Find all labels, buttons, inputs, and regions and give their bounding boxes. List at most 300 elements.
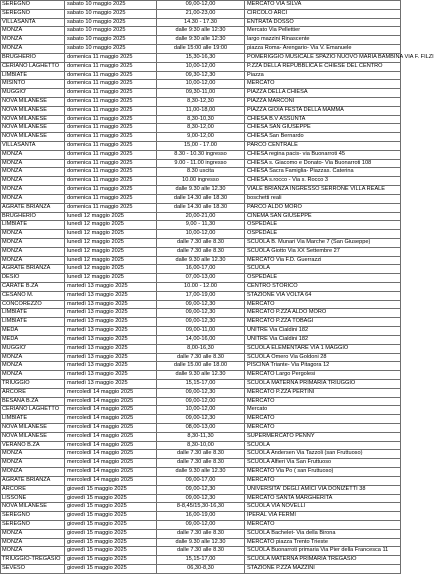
cell-city: MONZA [1, 194, 65, 203]
cell-date: sabato 10 maggio 2025 [65, 1, 157, 10]
table-row [1, 415, 401, 424]
cell-date: lunedì 12 maggio 2025 [65, 221, 157, 230]
table-row [1, 327, 401, 336]
cell-city: MONZA [1, 450, 65, 459]
cell-date: domenica 11 maggio 2025 [65, 97, 157, 106]
cell-location: Mercato Via Pellettier [245, 27, 401, 36]
cell-location: STAZIONE VIA VOLTA 64 [245, 291, 401, 300]
table-row [1, 194, 401, 203]
cell-time: 10,00-12,00 [157, 80, 245, 89]
cell-location: PARCO ALDO MORO [245, 203, 401, 212]
cell-location: OSPEDALE [245, 221, 401, 230]
cell-time: 09,00-12,00 [157, 397, 245, 406]
cell-time: 10,00-12,00 [157, 406, 245, 415]
cell-location: SCUOLA Alfieri Via San Fruttuoso [245, 459, 401, 468]
cell-time: 17,00-19,00 [157, 291, 245, 300]
cell-location: SCUOLA MATERNA PRIMARIA TREGASIO [245, 556, 401, 565]
table-row [1, 547, 401, 556]
cell-city: MONZA [1, 150, 65, 159]
cell-time: dalle 9:30 alle 12:30 [157, 36, 245, 45]
cell-date: sabato 10 maggio 2025 [65, 18, 157, 27]
table-row [1, 450, 401, 459]
table-row [1, 309, 401, 318]
table-row [1, 168, 401, 177]
table-row [1, 503, 401, 512]
cell-location: MERCATO Largo Pergolesi [245, 371, 401, 380]
cell-location: MERCATO P.ZZA ALDO MORO [245, 309, 401, 318]
cell-location: PIAZZA DELLA CHIESA [245, 89, 401, 98]
cell-location: SCUOLA MATERNA PRIMARIA TRIUGGIO [245, 379, 401, 388]
cell-city: NOVA MILANESE [1, 97, 65, 106]
cell-city: MONZA [1, 538, 65, 547]
table-row [1, 89, 401, 98]
cell-city: DESIO [1, 274, 65, 283]
cell-city: NOVA MILANESE [1, 424, 65, 433]
cell-location: MERCATO Via Po ( san Fruttuoso) [245, 468, 401, 477]
table-row [1, 203, 401, 212]
cell-city: MONZA [1, 177, 65, 186]
table-row [1, 265, 401, 274]
table-row [1, 80, 401, 89]
cell-date: sabato 10 maggio 2025 [65, 27, 157, 36]
cell-city: MONZA [1, 547, 65, 556]
cell-city: CESANO M. [1, 291, 65, 300]
cell-date: domenica 11 maggio 2025 [65, 150, 157, 159]
cell-time: 15,15-17,00 [157, 379, 245, 388]
cell-time: 8,30-12,30 [157, 97, 245, 106]
cell-city: MONZA [1, 186, 65, 195]
table-row [1, 9, 401, 18]
cell-date: mercoledì 14 maggio 2025 [65, 459, 157, 468]
cell-city: VILLASANTA [1, 142, 65, 151]
cell-time: 09,30-11,00 [157, 89, 245, 98]
cell-date: mercoledì 14 maggio 2025 [65, 468, 157, 477]
cell-city: MONZA [1, 159, 65, 168]
cell-time: 14,00-16,00 [157, 335, 245, 344]
cell-date: giovedì 15 maggio 2025 [65, 503, 157, 512]
cell-location: P.ZZA DELLA REPUBBLICA E CHIESE DEL CENTRO [245, 62, 401, 71]
cell-date: domenica 11 maggio 2025 [65, 62, 157, 71]
table-row [1, 291, 401, 300]
cell-time: 8,30-10,00 [157, 441, 245, 450]
cell-city: AGRATE BRIANZA [1, 265, 65, 274]
cell-city: MUGGIO' [1, 344, 65, 353]
cell-time: 09,00-11,00 [157, 327, 245, 336]
cell-date: mercoledì 14 maggio 2025 [65, 406, 157, 415]
cell-time: 8,00-16,30 [157, 344, 245, 353]
cell-location: MERCATO SANTA MARGHERITA [245, 494, 401, 503]
cell-date: martedì 13 maggio 2025 [65, 379, 157, 388]
cell-date: sabato 10 maggio 2025 [65, 9, 157, 18]
cell-location: STAZIONE P.ZZA MAZZINI [245, 565, 401, 574]
cell-location: POMERIGGIO MUSICALE SPAZIO NUOVO MARIA BAMBINA VIA F. FILZI [245, 53, 401, 62]
cell-date: giovedì 15 maggio 2025 [65, 494, 157, 503]
table-row [1, 274, 401, 283]
table-row [1, 150, 401, 159]
table-row [1, 353, 401, 362]
cell-location: SCUOLA VIA NOVELLI [245, 503, 401, 512]
cell-time: dalle 9.30 alle 12.30 [157, 538, 245, 547]
cell-location: MERCATO [245, 300, 401, 309]
table-row [1, 212, 401, 221]
cell-date: giovedì 15 maggio 2025 [65, 485, 157, 494]
cell-date: lunedì 12 maggio 2025 [65, 265, 157, 274]
cell-time: 09,00-12,30 [157, 494, 245, 503]
table-row [1, 362, 401, 371]
cell-location: IPERAL VIA FERMI [245, 512, 401, 521]
cell-city: CERIANO LAGHETTO [1, 406, 65, 415]
table-row [1, 106, 401, 115]
table-row [1, 556, 401, 565]
cell-city: MONZA [1, 362, 65, 371]
cell-location: SUPERMERCATO PENNY [245, 432, 401, 441]
cell-time: dalle 9.30 alle 12.30 [157, 186, 245, 195]
cell-date: giovedì 15 maggio 2025 [65, 520, 157, 529]
cell-location: PARCO CENTRALE [245, 142, 401, 151]
table-row [1, 247, 401, 256]
cell-time: 09,00-12,30 [157, 309, 245, 318]
cell-date: martedì 13 maggio 2025 [65, 291, 157, 300]
cell-location: PIAZZA GIOIA FESTA DELLA MAMMA [245, 106, 401, 115]
cell-date: domenica 11 maggio 2025 [65, 142, 157, 151]
cell-location: OSPEDALE [245, 230, 401, 239]
cell-location: PISCINA Triante- Via Pitagora 12 [245, 362, 401, 371]
cell-date: martedì 13 maggio 2025 [65, 327, 157, 336]
cell-time: 9,00 - 11,30 [157, 221, 245, 230]
cell-location: CENTRO STORICO [245, 283, 401, 292]
cell-city: VILLASANTA [1, 18, 65, 27]
cell-date: martedì 13 maggio 2025 [65, 309, 157, 318]
cell-date: domenica 11 maggio 2025 [65, 177, 157, 186]
cell-city: TRIUGGIO [1, 379, 65, 388]
cell-location: CHIESA s.rocco - Via s. Rocco 3 [245, 177, 401, 186]
table-row [1, 388, 401, 397]
table-row [1, 230, 401, 239]
table-row [1, 565, 401, 574]
cell-location: piazza Roma- Arengario- Via V. Emanuele [245, 45, 401, 54]
cell-location: SCUOLA Andersen Via Tazzoli (san Fruttuoso) [245, 450, 401, 459]
cell-location: MERCATO [245, 424, 401, 433]
cell-city: MEDA [1, 327, 65, 336]
cell-location: CHIESA B.V ASSUNTA [245, 115, 401, 124]
cell-date: domenica 11 maggio 2025 [65, 159, 157, 168]
cell-location: UNITRE Via Cialdini 182 [245, 327, 401, 336]
cell-city: MONZA [1, 256, 65, 265]
cell-date: martedì 13 maggio 2025 [65, 353, 157, 362]
cell-time: 09,00-12,30 [157, 300, 245, 309]
table-row [1, 124, 401, 133]
cell-time: 10,00-12,00 [157, 230, 245, 239]
cell-time: 09,00-12,00 [157, 1, 245, 10]
cell-date: sabato 10 maggio 2025 [65, 36, 157, 45]
cell-city: MONZA [1, 371, 65, 380]
cell-location: OSPEDALE [245, 274, 401, 283]
cell-time: 10.00 - 12.00 [157, 283, 245, 292]
cell-location: MERCATO [245, 397, 401, 406]
cell-date: mercoledì 14 maggio 2025 [65, 388, 157, 397]
table-row [1, 18, 401, 27]
cell-location: largo mazzini Rinascente [245, 36, 401, 45]
cell-city: SEREGNO [1, 520, 65, 529]
table-row [1, 335, 401, 344]
cell-time: 11,00-18,00 [157, 106, 245, 115]
table-row [1, 62, 401, 71]
cell-time: 16,00-17,00 [157, 265, 245, 274]
cell-time: dalle 7.30 alle 8.30 [157, 529, 245, 538]
cell-time: dalle 7.30 alle 8.30 [157, 353, 245, 362]
cell-city: NOVA MILANESE [1, 133, 65, 142]
cell-time: dalle 7.30 alle 8.30 [157, 459, 245, 468]
table-row [1, 177, 401, 186]
cell-city: MUGGIO' [1, 89, 65, 98]
cell-city: SEREGNO [1, 1, 65, 10]
cell-date: mercoledì 14 maggio 2025 [65, 415, 157, 424]
cell-time: 8.30 - 10.30 ingresso [157, 150, 245, 159]
cell-location: MERCATO [245, 415, 401, 424]
table-row [1, 45, 401, 54]
cell-time: 10,00-12,00 [157, 62, 245, 71]
table-row [1, 538, 401, 547]
table-row [1, 468, 401, 477]
cell-city: NOVA MILANESE [1, 115, 65, 124]
cell-time: 09,30-12,30 [157, 71, 245, 80]
cell-location: CHIESA Sacra Famiglia- Piazzas. Caterina [245, 168, 401, 177]
table-row [1, 432, 401, 441]
cell-date: domenica 11 maggio 2025 [65, 194, 157, 203]
cell-time: dalle 9.30 alle 12.30 [157, 256, 245, 265]
cell-date: lunedì 12 maggio 2025 [65, 247, 157, 256]
cell-city: LIMBIATE [1, 221, 65, 230]
cell-city: SEVESO [1, 565, 65, 574]
cell-time: 09,00-12,00 [157, 520, 245, 529]
cell-time: 8,30-12,00 [157, 124, 245, 133]
table-row [1, 115, 401, 124]
table-row [1, 27, 401, 36]
cell-date: martedì 13 maggio 2025 [65, 300, 157, 309]
cell-date: domenica 11 maggio 2025 [65, 80, 157, 89]
cell-date: giovedì 15 maggio 2025 [65, 547, 157, 556]
cell-location: CINEMA SAN GIUSEPPE [245, 212, 401, 221]
cell-date: martedì 13 maggio 2025 [65, 344, 157, 353]
cell-date: giovedì 15 maggio 2025 [65, 556, 157, 565]
cell-date: mercoledì 14 maggio 2025 [65, 441, 157, 450]
cell-city: BRUGHERIO [1, 53, 65, 62]
cell-date: lunedì 12 maggio 2025 [65, 274, 157, 283]
cell-location: PIAZZA MARCONI [245, 97, 401, 106]
cell-city: VERANO B.ZA [1, 441, 65, 450]
cell-city: MONZA [1, 459, 65, 468]
cell-city: MONZA [1, 168, 65, 177]
cell-city: SEREGNO [1, 9, 65, 18]
table-row [1, 300, 401, 309]
table-row [1, 441, 401, 450]
cell-city: SEREGNO [1, 512, 65, 521]
cell-city: MONZA [1, 247, 65, 256]
table-row [1, 186, 401, 195]
cell-date: mercoledì 14 maggio 2025 [65, 450, 157, 459]
table-row [1, 406, 401, 415]
cell-time: 06,30-8,30 [157, 565, 245, 574]
cell-time: dalle 9.30 alle 12.30 [157, 468, 245, 477]
table-row [1, 512, 401, 521]
cell-time: 9,00-12,00 [157, 133, 245, 142]
cell-date: lunedì 12 maggio 2025 [65, 256, 157, 265]
cell-city: AGRATE BRIANZA [1, 476, 65, 485]
table-row [1, 459, 401, 468]
cell-date: domenica 11 maggio 2025 [65, 106, 157, 115]
cell-date: mercoledì 14 maggio 2025 [65, 397, 157, 406]
cell-date: domenica 11 maggio 2025 [65, 89, 157, 98]
table-row [1, 397, 401, 406]
cell-time: dalle 14.30 alle 18.30 [157, 203, 245, 212]
cell-date: domenica 11 maggio 2025 [65, 115, 157, 124]
table-row [1, 221, 401, 230]
cell-time: 9.00 - 11.00 ingresso [157, 159, 245, 168]
cell-time: dalle 9:30 alle 12:30 [157, 27, 245, 36]
table-row [1, 529, 401, 538]
cell-date: martedì 13 maggio 2025 [65, 283, 157, 292]
cell-city: ARCORE [1, 485, 65, 494]
cell-location: CHIESA s. Giacomo e Donato- Via Buonarroti 108 [245, 159, 401, 168]
cell-location: CHIESA San Bernardo [245, 133, 401, 142]
cell-city: MONZA [1, 27, 65, 36]
table-row [1, 318, 401, 327]
cell-date: domenica 11 maggio 2025 [65, 203, 157, 212]
cell-date: martedì 13 maggio 2025 [65, 362, 157, 371]
cell-date: mercoledì 14 maggio 2025 [65, 424, 157, 433]
table-row [1, 238, 401, 247]
cell-time: 09,00-12,30 [157, 388, 245, 397]
cell-time: dalle 9.30 alle 12.30 [157, 371, 245, 380]
cell-location: SCUOLA [245, 441, 401, 450]
cell-location: CHIESA SAN GIUSEPPE [245, 124, 401, 133]
table-row [1, 142, 401, 151]
cell-city: BESANA B.ZA [1, 397, 65, 406]
cell-location: CIRCOLO ARCI [245, 9, 401, 18]
cell-city: LISSONE [1, 494, 65, 503]
cell-time: 14.30 - 17.30 [157, 18, 245, 27]
cell-location: boschetti reali [245, 194, 401, 203]
cell-time: 07,00-13,00 [157, 274, 245, 283]
cell-date: martedì 13 maggio 2025 [65, 318, 157, 327]
cell-city: MONZA [1, 230, 65, 239]
schedule-rows [1, 1, 434, 574]
cell-date: giovedì 15 maggio 2025 [65, 538, 157, 547]
cell-time: 10.00 ingresso [157, 177, 245, 186]
cell-location: MERCATO [245, 476, 401, 485]
cell-date: domenica 11 maggio 2025 [65, 124, 157, 133]
cell-location: ENTRATA DOSSO [245, 18, 401, 27]
cell-city: MONZA [1, 468, 65, 477]
cell-time: 09,00-12,30 [157, 485, 245, 494]
cell-city: AGRATE BRIANZA [1, 203, 65, 212]
cell-city: BRUGHERIO [1, 212, 65, 221]
cell-city: NOVA MILANESE [1, 124, 65, 133]
cell-location: SCUOLA Giotto Via XX Settembre 27 [245, 247, 401, 256]
table-row [1, 344, 401, 353]
cell-city: LIMBIATE [1, 318, 65, 327]
cell-date: martedì 13 maggio 2025 [65, 335, 157, 344]
cell-city: CARATE B.ZA [1, 283, 65, 292]
cell-location: Piazza [245, 71, 401, 80]
cell-location: MERCATO P.ZZA TOBAGI [245, 318, 401, 327]
cell-location: SCUOLA Bachelet- Via della Birona [245, 529, 401, 538]
cell-time: 09,00-12,30 [157, 318, 245, 327]
cell-date: mercoledì 14 maggio 2025 [65, 476, 157, 485]
cell-city: LIMBIATE [1, 71, 65, 80]
cell-time: 15,30-16,30 [157, 53, 245, 62]
table-row [1, 159, 401, 168]
cell-city: MONZA [1, 529, 65, 538]
cell-date: domenica 11 maggio 2025 [65, 53, 157, 62]
cell-location: MERCATO [245, 520, 401, 529]
cell-time: 15,15-17,00 [157, 556, 245, 565]
cell-location: SCUOLA B. Munari Via Marche 7 (San Giuseppe) [245, 238, 401, 247]
cell-city: CONCOREZZO [1, 300, 65, 309]
cell-city: ARCORE [1, 388, 65, 397]
table-row [1, 133, 401, 142]
table-row [1, 494, 401, 503]
cell-location: SCUOLA ELEMENTARE VIA 1 MAGGIO [245, 344, 401, 353]
cell-location: MERCATO piazza Trento Trieste [245, 538, 401, 547]
cell-city: CERIANO LAGHETTO [1, 62, 65, 71]
cell-location: MERCATO VIA SILVA [245, 1, 401, 10]
table-row [1, 53, 401, 62]
cell-date: martedì 13 maggio 2025 [65, 371, 157, 380]
cell-location: SCUOLA [245, 265, 401, 274]
cell-time: dalle 7.30 alle 8.30 [157, 238, 245, 247]
cell-time: 8-8,45/15,30-16,30 [157, 503, 245, 512]
cell-location: UNITRE Via Cialdini 182 [245, 335, 401, 344]
cell-time: 8,30-11,30 [157, 432, 245, 441]
table-row [1, 256, 401, 265]
cell-location: SCUOLA Buonarroti primaria Via Pier della Francesca 11 [245, 547, 401, 556]
cell-time: dalle 15:00 alle 19:00 [157, 45, 245, 54]
cell-location: UNIVERSITA' DEGLI AMICI VIA DONIZETTI 38 [245, 485, 401, 494]
cell-city: MONZA [1, 36, 65, 45]
cell-date: sabato 10 maggio 2025 [65, 45, 157, 54]
cell-city: NOVA MILANESE [1, 432, 65, 441]
cell-time: 20,00-21,00 [157, 212, 245, 221]
cell-time: dalle 7.30 alle 8.30 [157, 247, 245, 256]
cell-date: lunedì 12 maggio 2025 [65, 212, 157, 221]
cell-location: MERCATO [245, 80, 401, 89]
table-row [1, 1, 401, 10]
cell-time: dalle 15.00 alle 18.00 [157, 362, 245, 371]
cell-time: dalle 14.30 alle 18.30 [157, 194, 245, 203]
cell-date: lunedì 12 maggio 2025 [65, 238, 157, 247]
table-row [1, 476, 401, 485]
cell-time: 8,30-10,30 [157, 115, 245, 124]
cell-city: MONZA [1, 45, 65, 54]
table-row [1, 71, 401, 80]
cell-time: dalle 7.30 alle 8.30 [157, 547, 245, 556]
cell-location: CHIESA regina pacis- via Buonarroti 45 [245, 150, 401, 159]
cell-location: Mercato [245, 406, 401, 415]
cell-time: 16,00-19,00 [157, 512, 245, 521]
cell-location: MERCATO Via F.D. Guerrazzi [245, 256, 401, 265]
cell-date: lunedì 12 maggio 2025 [65, 230, 157, 239]
cell-date: domenica 11 maggio 2025 [65, 71, 157, 80]
cell-time: 15,00 - 17.00 [157, 142, 245, 151]
cell-city: NOVA MILANESE [1, 503, 65, 512]
cell-date: giovedì 15 maggio 2025 [65, 512, 157, 521]
cell-date: domenica 11 maggio 2025 [65, 168, 157, 177]
cell-date: giovedì 15 maggio 2025 [65, 529, 157, 538]
cell-time: 08,00-13,00 [157, 424, 245, 433]
cell-time: 21,00-23,00 [157, 9, 245, 18]
cell-city: MEDA [1, 335, 65, 344]
